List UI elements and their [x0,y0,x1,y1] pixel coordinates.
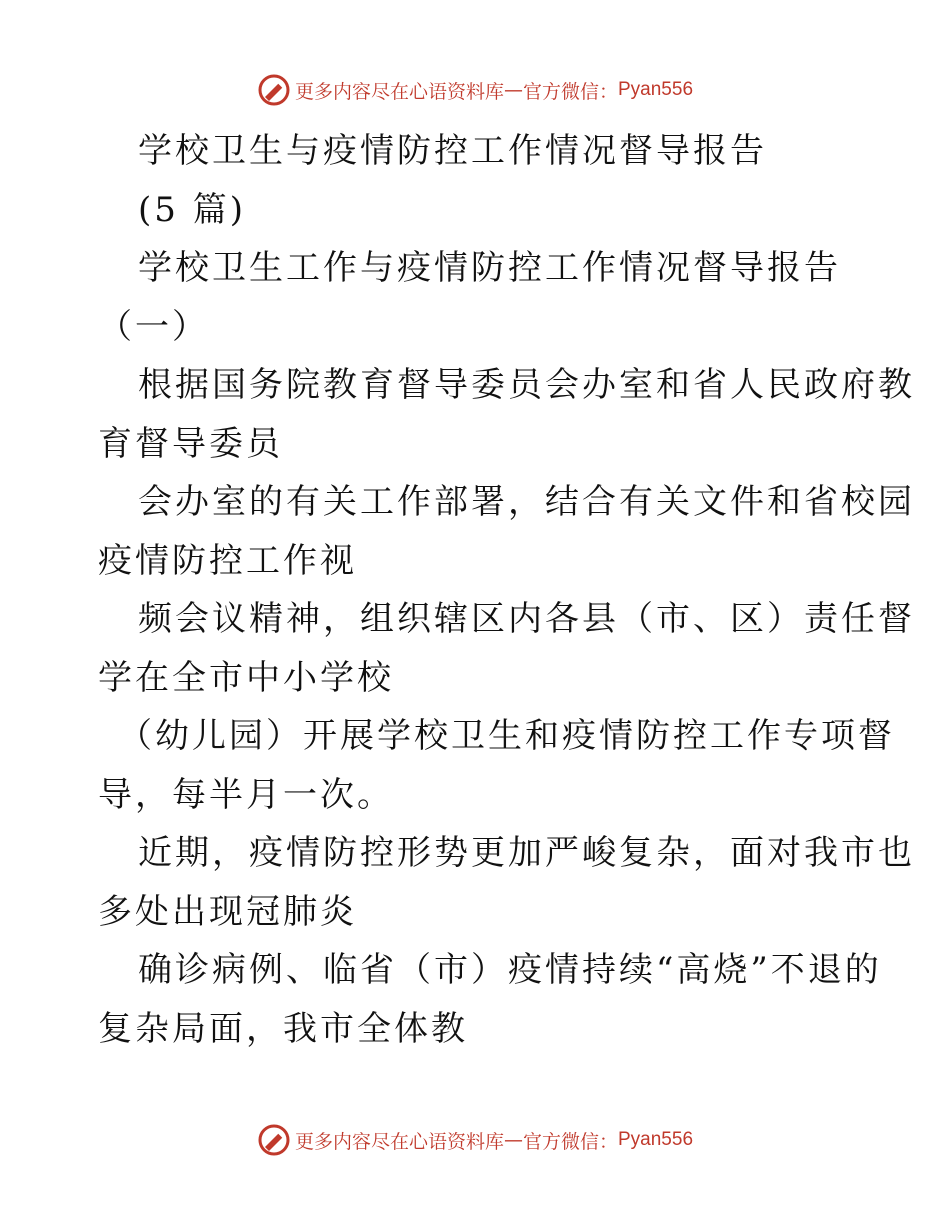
doc-line: 确诊病例、临省（市）疫情持续“高烧”不退的 [138,950,882,990]
banner-dash: — [503,1129,523,1151]
doc-line: 复杂局面，我市全体教 [98,1008,468,1049]
document-body [98,122,915,1058]
doc-line: 导，每半月一次。 [98,774,394,815]
doc-line: 学在全市中小学校 [98,657,394,698]
doc-line: 多处出现冠肺炎 [98,891,357,932]
doc-line: 近期，疫情防控形势更加严峻复杂，面对我市也 [138,833,915,873]
footer-watermark-banner [0,1120,950,1160]
banner-wechat-id: Pyan556 [618,1129,694,1150]
doc-section-number: （一） [98,306,209,347]
header-watermark-banner [0,70,950,110]
doc-line: 疫情防控工作视 [98,540,357,581]
logo-pen-icon [257,1123,291,1157]
doc-line: （幼儿园）开展学校卫生和疫情防控工作专项督 [118,716,895,756]
doc-line: 育督导委员 [98,423,283,464]
banner-text: 更多内容尽在心语资料库 [294,1130,504,1153]
doc-line: 会办室的有关工作部署，结合有关文件和省校园 [138,482,915,522]
doc-line: 根据国务院教育督导委员会办室和省人民政府教 [138,365,915,405]
doc-title: 学校卫生与疫情防控工作情况督导报告 [138,131,767,171]
banner-wechat-id: Pyan556 [618,79,694,100]
banner-label: 官方微信： [522,1130,618,1153]
logo-pen-icon [257,73,291,107]
doc-count: (5 篇) [138,189,246,230]
banner-dash: — [503,79,523,101]
doc-subtitle: 学校卫生工作与疫情防控工作情况督导报告 [138,248,841,288]
banner-label: 官方微信： [522,80,618,103]
doc-line: 频会议精神，组织辖区内各县（市、区）责任督 [138,599,915,639]
banner-text: 更多内容尽在心语资料库 [294,80,504,103]
